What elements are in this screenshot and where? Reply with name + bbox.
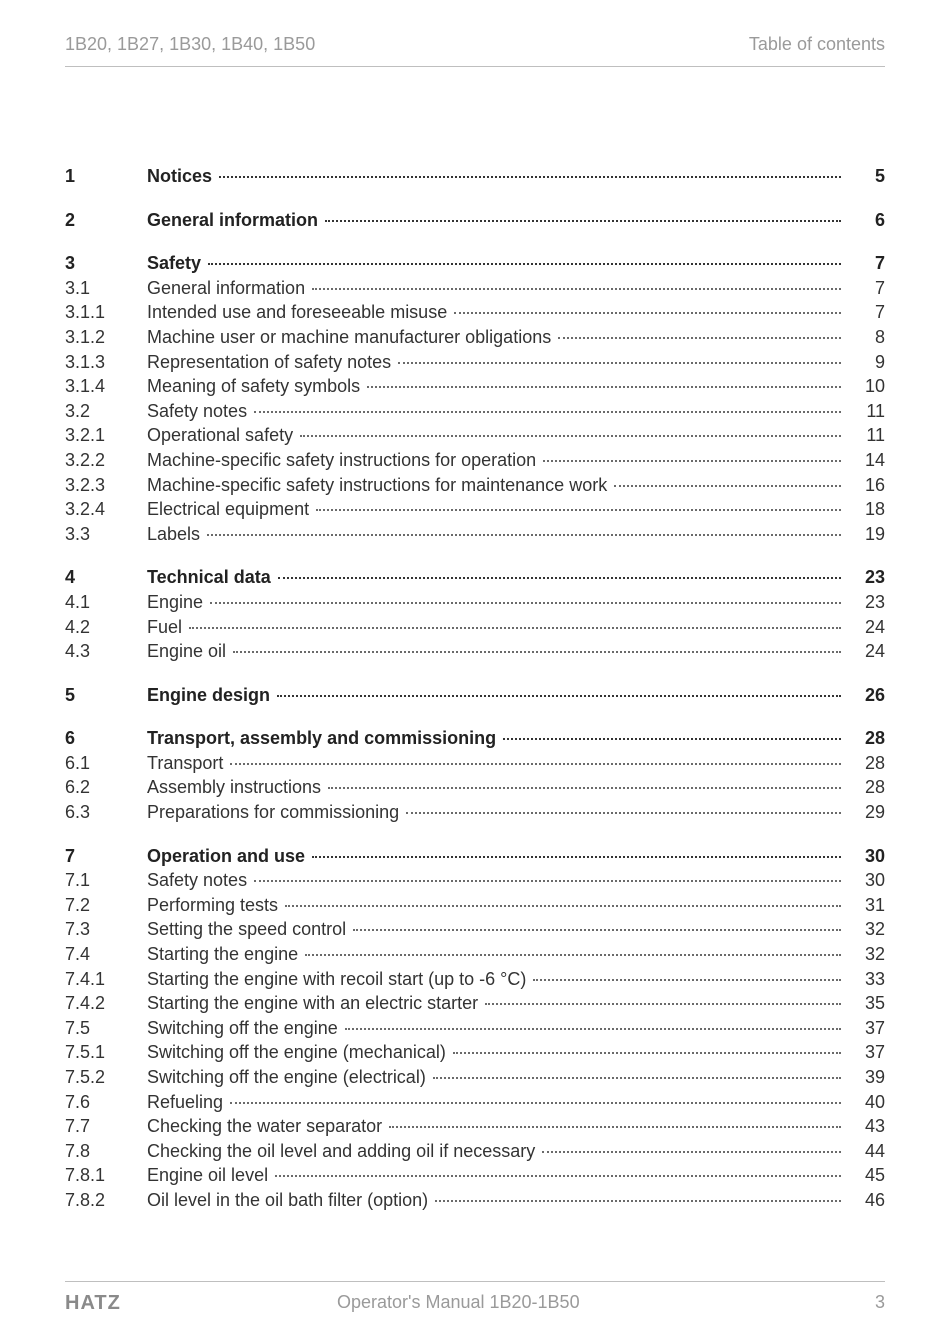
toc-entry[interactable]	[65, 917, 885, 942]
dot-leader	[503, 738, 841, 740]
toc-entry-title: Checking the water separator	[147, 1116, 383, 1137]
dot-leader	[328, 787, 841, 789]
toc-entry-page: 23	[864, 591, 885, 612]
dot-leader	[285, 905, 841, 907]
page-header	[65, 34, 885, 67]
toc-entry-page: 37	[864, 1042, 885, 1063]
dot-leader	[353, 929, 841, 931]
dot-leader	[275, 1175, 841, 1177]
toc-entry-number: 3	[65, 253, 76, 274]
toc-entry[interactable]	[65, 1016, 885, 1041]
toc-entry-page: 14	[864, 449, 885, 470]
dot-leader	[325, 220, 841, 222]
toc-entry-title: Starting the engine with recoil start (up to -6 °C)	[147, 968, 527, 989]
toc-entry-number: 3.1.2	[65, 326, 106, 347]
toc-entry[interactable]	[65, 565, 885, 590]
toc-entry-page: 7	[874, 302, 885, 323]
toc-entry-number: 7.3	[65, 919, 91, 940]
toc-entry-title: Machine-specific safety instructions for maintenance work	[147, 474, 608, 495]
toc-entry[interactable]	[65, 775, 885, 800]
dot-leader	[485, 1003, 841, 1005]
toc-entry-number: 3.2.2	[65, 449, 106, 470]
toc-entry-page: 26	[864, 684, 885, 705]
toc-entry-page: 11	[866, 425, 885, 446]
toc-entry-number: 3.3	[65, 523, 91, 544]
toc-entry-title: Engine	[147, 591, 204, 612]
manual-title: Operator's Manual 1B20-1B50	[337, 1292, 580, 1312]
toc-entry-title: Setting the speed control	[147, 919, 347, 940]
toc-entry[interactable]	[65, 683, 885, 708]
toc-entry-page: 35	[864, 993, 885, 1014]
toc-entry[interactable]	[65, 448, 885, 473]
toc-entry-page: 23	[864, 567, 885, 588]
toc-entry-page: 30	[864, 845, 885, 866]
toc-entry[interactable]	[65, 991, 885, 1016]
toc-entry-title: Transport	[147, 752, 224, 773]
toc-entry-page: 44	[864, 1140, 885, 1161]
toc-entry-number: 7.6	[65, 1091, 91, 1112]
toc-entry[interactable]	[65, 800, 885, 825]
toc-entry-title: Switching off the engine	[147, 1017, 338, 1038]
toc-entry-number: 7.2	[65, 894, 91, 915]
toc-entry-number: 3.2.3	[65, 474, 106, 495]
toc-entry-page: 9	[874, 351, 885, 372]
dot-leader	[453, 1052, 841, 1054]
toc-entry-title: Meaning of safety symbols	[147, 376, 361, 397]
toc-entry-number: 4.1	[65, 591, 91, 612]
toc-entry-title: Operational safety	[147, 425, 294, 446]
toc-entry[interactable]	[65, 1065, 885, 1090]
toc-entry-number: 2	[65, 209, 76, 230]
toc-entry-title: Refueling	[147, 1091, 224, 1112]
toc-entry[interactable]	[65, 350, 885, 375]
toc-entry[interactable]	[65, 251, 885, 276]
toc-entry-title: Starting the engine	[147, 944, 299, 965]
toc-entry[interactable]	[65, 639, 885, 664]
toc-entry-number: 6.3	[65, 802, 91, 823]
page-footer	[65, 1281, 885, 1322]
toc-entry-number: 7.1	[65, 870, 91, 891]
toc-entry-page: 7	[874, 253, 885, 274]
toc-entry[interactable]	[65, 942, 885, 967]
toc-entry-title: Performing tests	[147, 894, 279, 915]
dot-leader	[230, 1102, 841, 1104]
toc-entry-number: 3.1	[65, 277, 91, 298]
toc-entry-page: 24	[864, 616, 885, 637]
dot-leader	[367, 386, 841, 388]
toc-entry[interactable]	[65, 325, 885, 350]
toc-entry-page: 29	[864, 802, 885, 823]
toc-entry-title: Safety notes	[147, 400, 248, 421]
toc-entry-number: 6.1	[65, 752, 91, 773]
dot-leader	[312, 288, 841, 290]
toc-entry-page: 11	[866, 400, 885, 421]
toc-entry-title: Transport, assembly and commissioning	[147, 728, 497, 749]
header-section: Table of contents	[748, 34, 885, 54]
toc-entry-number: 7.5.1	[65, 1042, 106, 1063]
dot-leader	[316, 509, 841, 511]
toc-entry-page: 8	[874, 326, 885, 347]
toc-entry-number: 7.4.2	[65, 993, 106, 1014]
dot-leader	[208, 263, 841, 265]
toc-entry-title: Starting the engine with an electric starter	[147, 993, 479, 1014]
toc-entry-page: 10	[864, 376, 885, 397]
toc-entry-number: 3.1.1	[65, 302, 106, 323]
dot-leader	[219, 176, 841, 178]
dot-leader	[454, 312, 841, 314]
toc-entry-title: Electrical equipment	[147, 499, 310, 520]
toc-entry-title: Switching off the engine (electrical)	[147, 1067, 426, 1087]
toc-entry-number: 4.2	[65, 616, 91, 637]
toc-entry-page: 18	[864, 499, 885, 520]
toc-entry-title: Representation of safety notes	[147, 351, 392, 372]
toc-entry-page: 7	[874, 277, 885, 298]
toc-entry-page: 31	[864, 894, 885, 915]
toc-entry-title: Safety	[147, 253, 202, 274]
toc-entry-title: Engine oil	[147, 641, 227, 662]
dot-leader	[542, 1151, 841, 1153]
toc-entry-page: 45	[864, 1165, 885, 1186]
toc-entry-page: 33	[864, 968, 885, 989]
toc-entry-title: Labels	[147, 523, 201, 544]
toc-entry[interactable]	[65, 751, 885, 776]
toc-entry-page: 39	[864, 1067, 885, 1087]
dot-leader	[278, 577, 841, 579]
dot-leader	[558, 337, 841, 339]
toc-entry-title: Checking the oil level and adding oil if necessary	[147, 1140, 536, 1161]
toc-entry-number: 7.8.1	[65, 1165, 106, 1186]
toc-entry-title: Fuel	[147, 616, 183, 637]
toc-entry[interactable]	[65, 374, 885, 399]
dot-leader	[398, 362, 841, 364]
toc-entry-page: 32	[864, 919, 885, 940]
dot-leader	[435, 1200, 841, 1202]
toc-entry-page: 24	[864, 641, 885, 662]
toc-entry[interactable]	[65, 844, 885, 869]
toc-entry-title: General information	[147, 277, 306, 298]
toc-entry-number: 7.4.1	[65, 968, 106, 989]
toc-entry-title: Assembly instructions	[147, 777, 322, 798]
toc-entry-number: 1	[65, 166, 76, 186]
dot-leader	[433, 1077, 841, 1079]
toc-entry[interactable]	[65, 1040, 885, 1065]
dot-leader	[389, 1126, 841, 1128]
toc-entry-number: 4	[65, 567, 76, 588]
toc-entry-page: 5	[874, 166, 885, 186]
toc-entry-number: 7.7	[65, 1116, 91, 1137]
toc-entry-page: 43	[864, 1116, 885, 1137]
toc-entry[interactable]	[65, 615, 885, 640]
toc-entry[interactable]	[65, 399, 885, 424]
toc-entry-page: 32	[864, 944, 885, 965]
toc-entry-number: 5	[65, 684, 76, 705]
toc-entry[interactable]	[65, 164, 885, 189]
toc-entry-number: 3.2.4	[65, 499, 106, 520]
toc-entry-page: 28	[864, 728, 885, 749]
dot-leader	[345, 1028, 841, 1030]
toc-entry-number: 3.2.1	[65, 425, 106, 446]
toc-entry-page: 28	[864, 777, 885, 798]
dot-leader	[189, 627, 841, 629]
toc-entry-title: Notices	[147, 166, 213, 186]
dot-leader	[277, 695, 841, 697]
toc-entry-page: 16	[864, 474, 885, 495]
brand-logo: HATZ	[65, 1292, 121, 1314]
toc-entry[interactable]	[65, 497, 885, 522]
toc-entry-title: Engine design	[147, 684, 271, 705]
toc-entry-number: 3.1.3	[65, 351, 106, 372]
toc-entry-number: 7.5	[65, 1017, 91, 1038]
dot-leader	[614, 485, 841, 487]
toc-entry-title: Machine-specific safety instructions for operation	[147, 449, 537, 470]
dot-leader	[406, 812, 841, 814]
toc-entry[interactable]	[65, 726, 885, 751]
dot-leader	[207, 534, 841, 536]
toc-entry-title: Switching off the engine (mechanical)	[147, 1042, 446, 1063]
toc-entry-number: 7.8.2	[65, 1189, 106, 1210]
toc-entry-page: 40	[864, 1091, 885, 1112]
toc-entry-title: Intended use and foreseeable misuse	[147, 302, 448, 323]
toc-entry[interactable]	[65, 522, 885, 547]
toc-entry[interactable]	[65, 276, 885, 301]
page-number: 3	[874, 1292, 885, 1312]
toc-entry-page: 19	[864, 523, 885, 544]
toc-entry-page: 28	[864, 752, 885, 773]
toc-entry-number: 6	[65, 728, 76, 749]
toc-entry[interactable]	[65, 1139, 885, 1164]
toc-entry-number: 4.3	[65, 641, 91, 662]
toc-entry[interactable]	[65, 1114, 885, 1139]
toc-entry-page: 6	[874, 209, 885, 230]
toc-entry[interactable]	[65, 423, 885, 448]
toc-entry-number: 3.1.4	[65, 376, 106, 397]
toc-entry[interactable]	[65, 300, 885, 325]
toc-entry-title: Oil level in the oil bath filter (option)	[147, 1189, 429, 1210]
dot-leader	[233, 651, 841, 653]
dot-leader	[254, 880, 841, 882]
toc-entry[interactable]	[65, 1090, 885, 1115]
toc-entry[interactable]	[65, 868, 885, 893]
toc-entry-number: 7.8	[65, 1140, 91, 1161]
dot-leader	[543, 460, 841, 462]
dot-leader	[210, 602, 841, 604]
toc-entry-page: 46	[864, 1189, 885, 1210]
toc-entry[interactable]	[65, 893, 885, 918]
toc-entry-title: Machine user or machine manufacturer obligations	[147, 326, 552, 347]
toc-entry-number: 7.4	[65, 944, 91, 965]
dot-leader	[300, 435, 841, 437]
dot-leader	[312, 856, 841, 858]
toc-entry-title: Preparations for commissioning	[147, 802, 400, 823]
dot-leader	[533, 979, 841, 981]
toc-entry-title: General information	[147, 209, 319, 230]
dot-leader	[305, 954, 841, 956]
toc-entry[interactable]	[65, 590, 885, 615]
dot-leader	[230, 763, 841, 765]
toc-entry-page: 30	[864, 870, 885, 891]
toc-entry-number: 6.2	[65, 777, 91, 798]
toc-entry[interactable]	[65, 967, 885, 992]
toc-entry-title: Operation and use	[147, 845, 306, 866]
toc-entry[interactable]	[65, 1163, 885, 1188]
toc-entry-number: 3.2	[65, 400, 91, 421]
toc-entry-number: 7	[65, 845, 76, 866]
toc-entry-page: 37	[864, 1017, 885, 1038]
toc-entry[interactable]	[65, 208, 885, 233]
toc-entry[interactable]	[65, 473, 885, 498]
header-models: 1B20, 1B27, 1B30, 1B40, 1B50	[65, 34, 316, 54]
toc-entry-number: 7.5.2	[65, 1067, 106, 1087]
toc-entry-title: Technical data	[147, 567, 271, 588]
toc-entry-title: Safety notes	[147, 870, 248, 891]
toc-entry[interactable]	[65, 1188, 885, 1213]
toc-entry-title: Engine oil level	[147, 1165, 269, 1186]
dot-leader	[254, 411, 841, 413]
table-of-contents	[65, 164, 885, 1213]
